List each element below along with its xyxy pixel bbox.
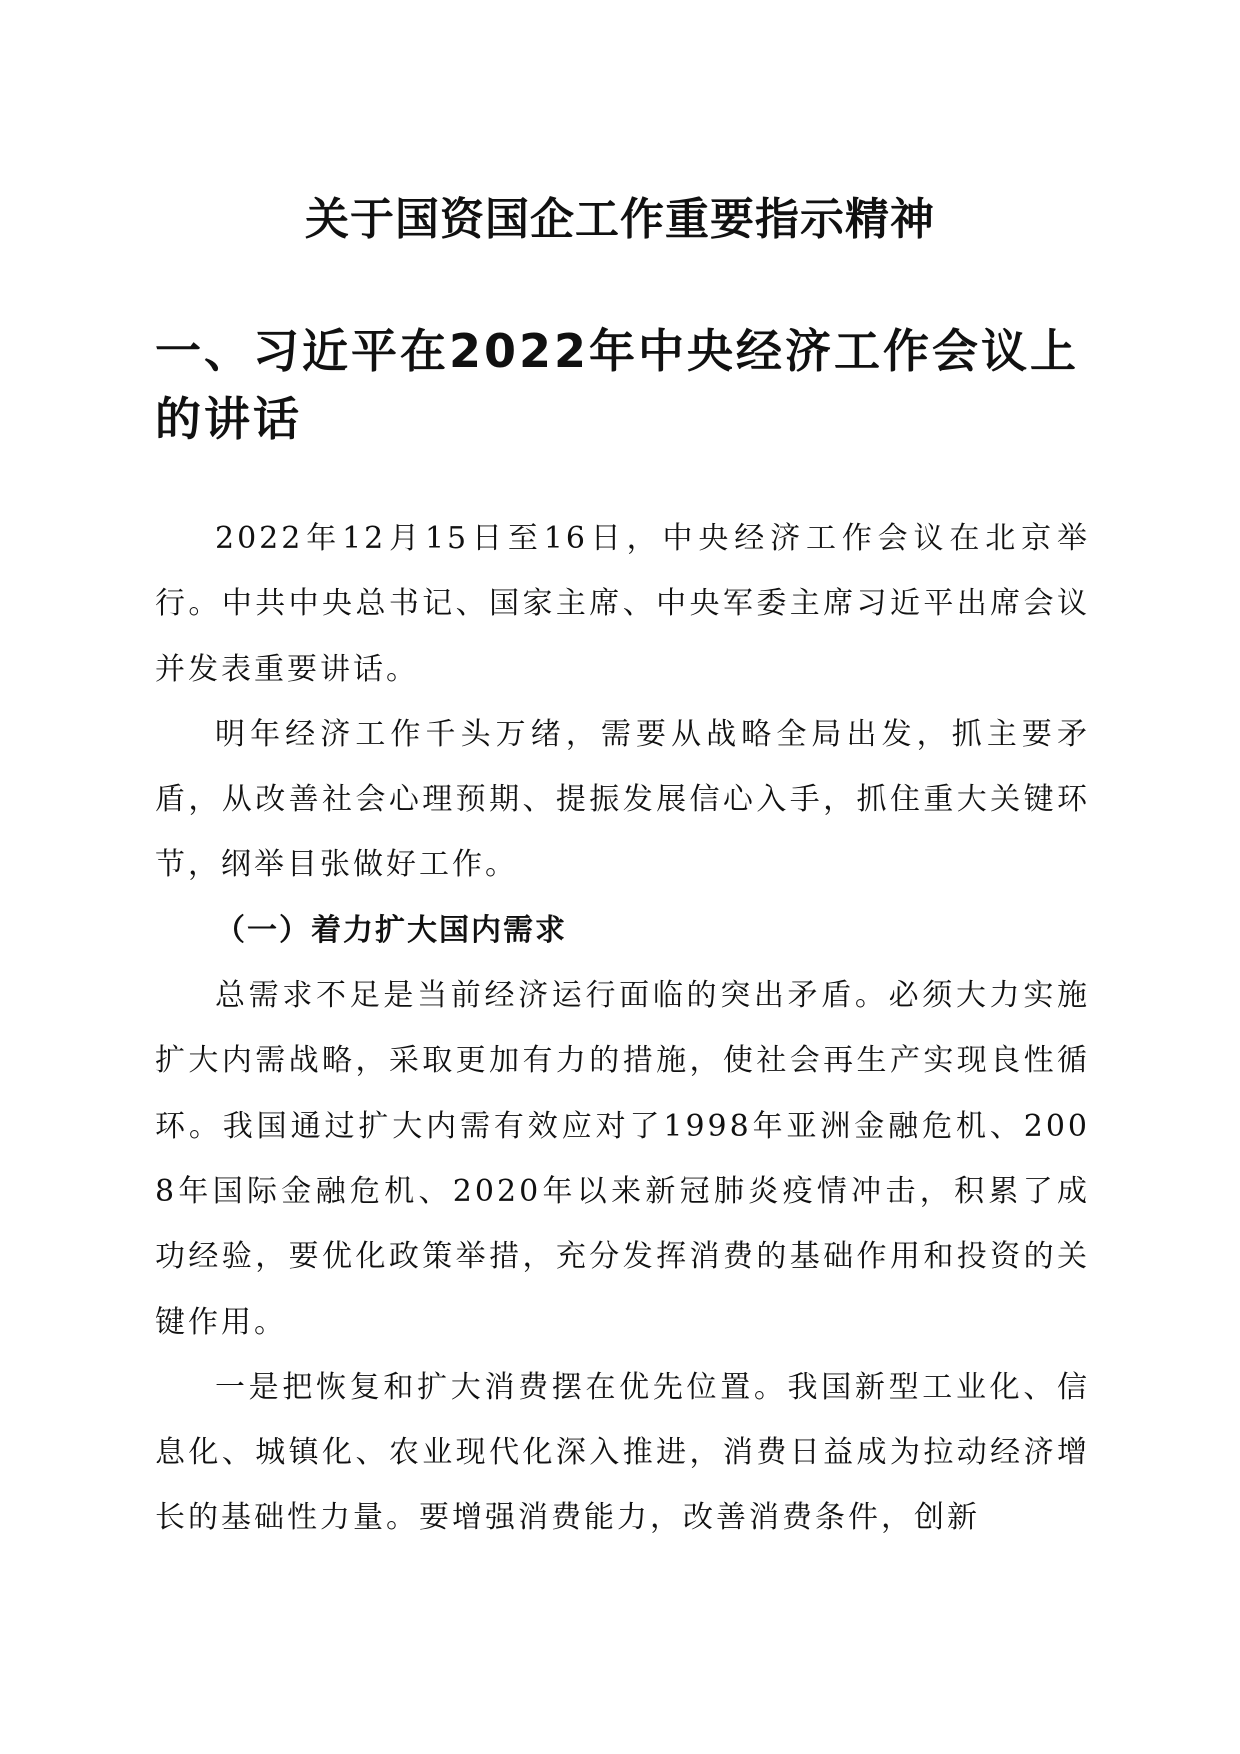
document-title: 关于国资国企工作重要指示精神 [305, 194, 935, 245]
section-heading: 一、习近平在2022年中央经济工作会议上的讲话 [155, 324, 1080, 446]
subsection-heading-domestic-demand: （一）着力扩大国内需求 [215, 912, 567, 948]
paragraph-consumption-priority: 一是把恢复和扩大消费摆在优先位置。我国新型工业化、信息化、城镇化、农业现代化深入推进，消费日益成为拉动经济增长的基础性力量。要增强消费能力，改善消费条件，创新 [155, 1369, 1090, 1536]
paragraph-total-demand: 总需求不足是当前经济运行面临的突出矛盾。必须大力实施扩大内需战略，采取更加有力的措施，使社会再生产实现良性循环。我国通过扩大内需有效应对了1998年亚洲金融危机、2008年国际金融危机、2020年以来新冠肺炎疫情冲击，积累了成功经验，要优化政策举措，充分发挥消费的基础作用和投资的关键作用。 [155, 978, 1090, 1340]
paragraph-meeting-intro: 2022年12月15日至16日，中央经济工作会议在北京举行。中共中央总书记、国家主席、中央军委主席习近平出席会议并发表重要讲话。 [155, 521, 1090, 687]
paragraph-economic-work: 明年经济工作千头万绪，需要从战略全局出发，抓主要矛盾，从改善社会心理预期、提振发展信心入手，抓住重大关键环节，纲举目张做好工作。 [155, 716, 1090, 883]
document-body [155, 506, 1090, 1551]
